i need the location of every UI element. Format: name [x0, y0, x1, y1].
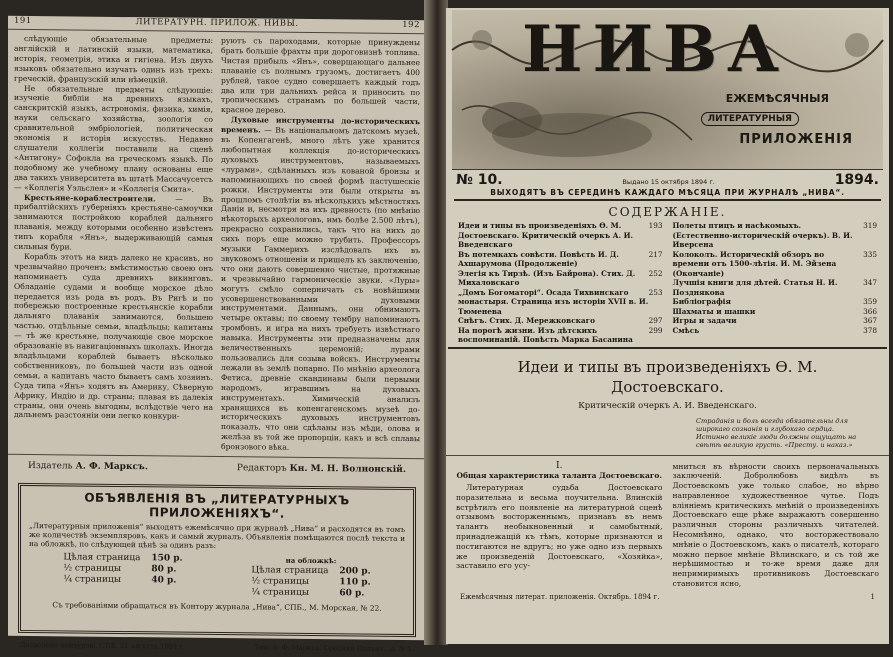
toc-item: На порогѣ жизни. Изъ дѣтскихъ воспоминаній. Повѣсть Марка Басанина 299 — [458, 325, 663, 344]
book-gutter — [424, 0, 448, 645]
footer-note: Ежемѣсячныя литерат. приложенія. Октябрь. 1894 г. — [460, 592, 660, 601]
table-of-contents — [448, 219, 887, 349]
issue-number: № 10. — [456, 172, 503, 188]
paragraph: руютъ съ пароходами, которые принуждены брать большіе фрахты при дороговизнѣ топлива. Чистая прибыль «Янъ», совершающаго дальнее плаваніе съ полнымъ грузомъ, достигаетъ 400 рублей, такое судно совершаетъ каждый годъ два или три дальнихъ рейса и приносить по тропическимъ странамъ по большей части, красное дерево. — [221, 36, 420, 116]
price-column-text — [63, 552, 182, 597]
toc-item: Въ потемкахъ совѣсти. Повѣсть И. Д. Ахшарумова (Продолженіе) 217 — [458, 249, 663, 268]
right-page-footer — [446, 589, 889, 605]
chapter-title: Общая характеристика таланта Достоевскаго. — [456, 471, 663, 481]
editor-label: Редакторъ — [236, 463, 287, 474]
left-page-footer — [8, 637, 426, 657]
toc-item: Колоколъ. Историческій обзоръ во времени отъ 1500-лѣтія. И. М. Эйзена (Окончаніе) 335 — [672, 249, 877, 278]
paragraph: мниться въ вѣрности своихъ первоначальныхъ заключеній. Добролюбовъ видѣлъ въ Достоевскомъ уже только слабое, но вѣрно направленное художественное чутье. Подъ вліяніемъ критическихъ мнѣній о произведеніяхъ Достоевскаго еще рѣже выражаютъ совершенно различныя стороны различныхъ читателей. Несомнѣнно, однако, что восторжествовало мнѣніе о Достоевскомъ, какъ о писателѣ, котораго можно первое мнѣніе Вѣлинскаго, и съ той же нерѣшимостью и то-же время даже для непримиримыхъ противниковъ Достоевскаго становится ясно, — [672, 461, 879, 589]
ad-text: „Литературныя приложенія“ выходятъ ежемѣсячно при журналѣ „Нива“ и расходятся въ томъ же количествѣ экземпляровъ, какъ и самый журналъ. Объявленія помѣщаются послѣ текста и на обложкѣ, по слѣдующей цѣнѣ за одинъ разъ: — [29, 521, 405, 551]
editor-name: Кн. М. Н. Волнонскій. — [289, 463, 406, 476]
advertisement-box — [18, 483, 416, 637]
price-row: Цѣлая страница 150 р. — [63, 552, 183, 564]
toc-item: Игры и задачи 367 — [672, 316, 877, 325]
toc-item: Идеи и типы въ произведеніяхъ Ѳ. М. Достоевскаго. Критическій очеркъ А. И. Введенскаго 193 — [458, 221, 663, 249]
censor-note: Дозволено цензурою. СПБ. 21 августа 1894 г. — [20, 640, 186, 651]
column-2 — [221, 36, 420, 454]
toc-item: Библіографія 359 — [672, 297, 877, 306]
printer-note: Тип. А. Ф. Маркса. Средняя Подъяч., д. № 1. — [254, 643, 414, 654]
column-1 — [14, 34, 213, 452]
toc-item: Снѣгъ. Стих. Д. Мережковскаго 297 — [458, 316, 663, 325]
section-heading: Духовые инструменты до-историческихъ временъ. — [221, 115, 420, 135]
publisher-name: А. Ф. Марксъ. — [75, 461, 148, 473]
article-columns — [446, 455, 889, 589]
paragraph: — Въ прибалтійскихъ губерніяхъ крестьяне-самоучки занимаются постройкою кораблей дальняго плаванія, между которыми особенно извѣстенъ типъ корабля «Янъ», выдерживающій самыя сильныя бури. — [14, 194, 213, 252]
masthead-title: НИВА — [522, 12, 790, 87]
price-head: на обложкѣ: — [285, 555, 337, 566]
price-column-cover — [251, 554, 370, 599]
left-page — [8, 15, 426, 654]
masthead — [452, 10, 883, 170]
toc-item: Шахматы и шашки 366 — [672, 306, 877, 316]
publisher-label: Издатель — [28, 461, 73, 472]
price-row: ¼ страницы 60 р. — [251, 587, 365, 599]
toc-item: Лучшія книги для дѣтей. Статья Н. И. Позднякова 347 — [672, 278, 877, 297]
article-column-2 — [673, 462, 880, 589]
toc-item: Элегія къ Тирзѣ. (Изъ Байрона). Стих. Д. Михаловскаго 252 — [458, 268, 663, 287]
ad-footer: Съ требованіями обращаться въ Контору журнала „Нива“, СПБ., М. Морская, № 22. — [52, 600, 382, 613]
toc-column-left — [458, 221, 663, 345]
footer-page-number: 1 — [870, 592, 875, 601]
masthead-literary: ЛИТЕРАТУРНЫЯ — [701, 112, 799, 126]
paragraph: — Въ національномъ датскомъ музеѣ, въ Копенгагенѣ, много лѣтъ уже хранится любопытная коллекція до-историческихъ духовыхъ инструментовъ, называемыхъ «лурами», сдѣланныхъ изъ кованой бронзы и напоминающихъ по своей формѣ пастушескіе рожки. Инструменты эти были открыты въ прошломъ столѣтіи въ нѣсколькихъ мѣстностяхъ Даніи и, несмотря на ихъ древность (по мнѣнію нѣкоторыхъ археологовъ, имъ болѣе 2.500 лѣтъ), прекрасно сохранились, такъ что на нихъ до сихъ поръ еще можно трубить. Профессоръ музыки Гаммерихъ изслѣдовалъ ихъ въ звуковомъ отношеніи и пришелъ къ заключенію, что они даютъ совершенно чистые, протяжные и чрезвычайно гармоническіе звуки. «Луры» могутъ смѣло соперничать съ новѣйшими усовершенствованными духовыми инструментами. Даннымъ, они обнимаютъ четыре октавы; по своему тембру напоминаютъ тромбонъ, и игра на нихъ требуетъ извѣстнаго навыка. Инструменты эти предназначены для величественныхъ церемоній; лурами пользовались для созыва войскъ. Инструменты лежали въ землѣ попарно. По мнѣнію археолога Фетиса, древніе скандинавы были первыми народомъ, игравшимъ на духовыхъ инструментахъ. Химическій анализъ хранящихся въ копенгагенскомъ музеѣ до-историческихъ духовыхъ инструментовъ показалъ, что они сдѣланы изъ мѣди, олова и желѣза въ той же пропорціи, какъ и всѣ сплавы бронзового вѣка. — [221, 125, 420, 452]
ad-title: ОБЪЯВЛЕНІЯ ВЪ „ЛИТЕРАТУРНЫХЪ ПРИЛОЖЕНІЯХЪ“. — [84, 490, 350, 521]
section-heading: Крестьяне-кораблестроители. — [24, 192, 156, 203]
price-row: ¼ страницы 40 р. — [63, 574, 177, 586]
price-table — [29, 552, 405, 600]
price-row: ½ страницы 80 р. — [63, 563, 177, 575]
toc-column-right — [673, 221, 878, 345]
paragraph: Корабль этотъ на видъ далеко не красивъ, но чрезвычайно проченъ; вмѣстимостью своею онъ напоминаетъ суда древнихъ викинговъ. Обладаніе судами и вообще морское дѣло передается изъ рода въ родъ. Въ Ригѣ и по побережью построенные крестьянскіе корабли дальняго плаванія занимаются, большею частью, отдѣльные семьи, владѣльцы; капитаны — тѣ же крестьяне, получающіе свое морское образованіе въ навигаціонныхъ школахъ. Иногда владѣльцами кораблей бываетъ нѣсколько собственниковъ, по большей части изъ одной семьи, а капитанъ часто бываетъ самъ хозяинъ. Суда типа «Янъ» ходятъ въ Америку, Сѣверную Африку, Индію и др. страны; плавая въ далекія страны, они очень выгодны, вслѣдствіе чего на дальнемъ разстояніи они легко конкури- — [14, 251, 213, 422]
toc-title: СОДЕРЖАНІЕ. — [608, 205, 727, 219]
page-number-left: 191 — [14, 15, 32, 27]
chapter-number: I. — [556, 460, 563, 471]
running-title: ЛИТЕРАТУРН. ПРИЛОЖ. НИВЫ. — [135, 17, 299, 29]
article-column-1 — [456, 462, 663, 589]
issue-year: 1894. — [834, 172, 879, 188]
right-page — [446, 8, 889, 644]
issue-subtitle: ВЫХОДЯТЪ ВЪ СЕРЕДИНѢ КАЖДАГО МѢСЯЦА ПРИ ЖУРНАЛѢ „НИВА“. — [454, 188, 881, 201]
toc-item: Смѣсь 378 — [672, 325, 877, 335]
epigraph: Страданія и боль всегда обязательны для широкаго сознанія и глубокаго сердца. Истинно великіе люди должны ощущать на свѣтѣ великую грусть. «Престу. и наказ.» — [696, 416, 857, 449]
price-row: ½ страницы 110 р. — [251, 576, 371, 588]
imprint — [8, 454, 426, 481]
article-subtitle: Критическій очеркъ А. И. Введенскаго. — [578, 400, 757, 411]
issue-line — [446, 170, 889, 188]
masthead-monthly: ЕЖЕМѢСЯЧНЫЯ — [725, 92, 829, 105]
paragraph: Литературная судьба Достоевскаго поразительна и весьма поучительна. Влинскій встрѣтилъ его появленіе на литературной сценѣ отзывомъ восторженнымъ, признавъ въ немъ талантъ необыкновенный и самобытный, принадлежащій къ тѣмъ, которые признаются и постигаются не вдругъ; но уже одно изъ первыхъ же произведеній Достоевскаго, «Хозяйка», заставило его усу- — [456, 483, 663, 571]
paragraph: слѣдующіе обязательные предметы: англійскій и латинскій языки, математика, исторія, геометрія, этика и гигіена. Изъ двухъ языковъ обязательно изучать одинъ изъ трехъ: греческій, французскій или нѣмецкій. — [14, 33, 213, 85]
toc-item: „Домъ Богоматорі“. Осада Тихвинскаго монастыря. Страница изъ исторіи XVII в. И. Тюменева 253 — [458, 287, 663, 316]
masthead-supplements: ПРИЛОЖЕНІЯ — [739, 132, 853, 147]
toc-item: Полеты птицъ и насѣкомыхъ. (Естественно-историческій очеркъ). В. И. Иверсена 319 — [672, 221, 877, 249]
page-number-right: 192 — [402, 19, 420, 31]
price-row: Цѣлая страница 200 р. — [251, 565, 371, 577]
article-title: Идеи и типы въ произведеніяхъ Ѳ. М. Достоевскаго. — [517, 357, 818, 396]
left-columns — [8, 30, 426, 454]
paragraph: Не обязательные предметы слѣдующіе: изученіе библіи на древнихъ языкахъ, санскритскій языкъ, астрономія, физика, химія, науки сельскаго хозяйства, зоологія со сравнительной эмбріологіей, политическая экономія и исторія искусствъ. Недавно слушатели коллегіи поставили на сценѣ «Антигону» Софокла на греческомъ языкѣ. По подобному же учебному плану основаны еще два такихъ университета въ штатѣ Массачусетсъ — «Коллегія Уэльслея» и «Коллегія Смита». — [14, 83, 213, 194]
issue-date: Выдано 15 октября 1894 г. — [622, 178, 715, 186]
